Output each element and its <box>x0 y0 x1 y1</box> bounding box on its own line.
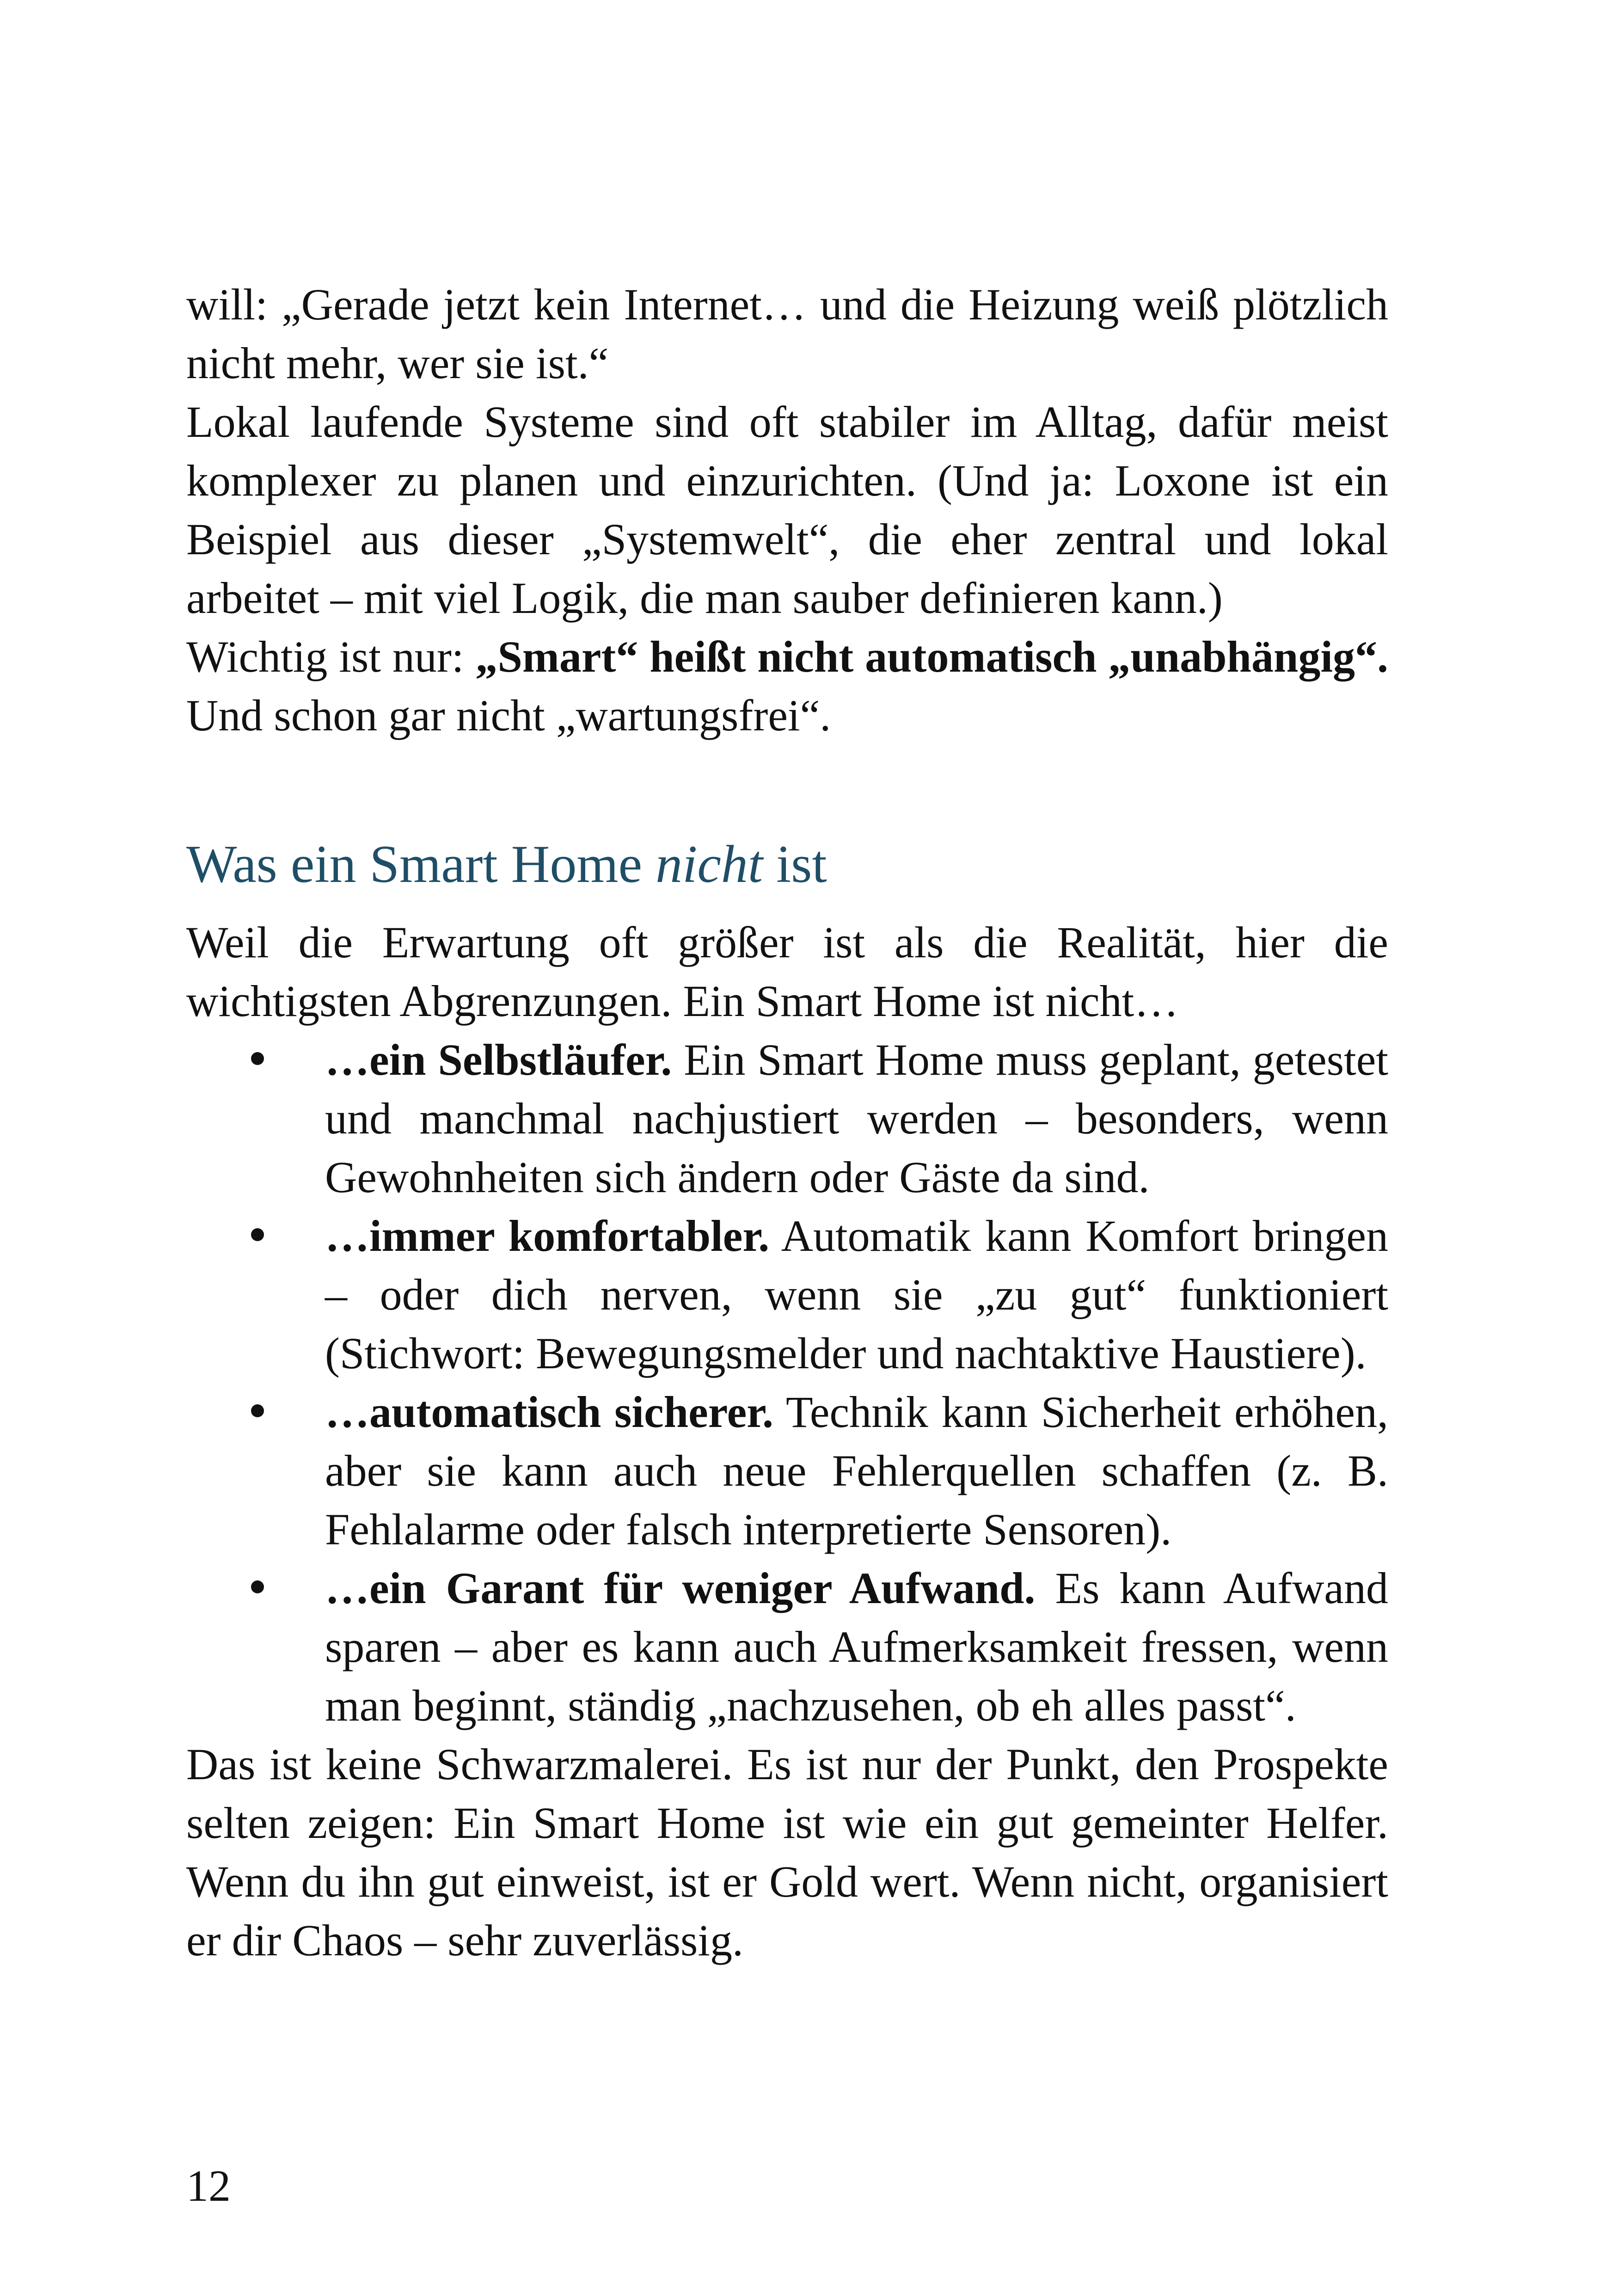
bullet-icon <box>251 1580 264 1593</box>
list-item <box>325 1383 1388 1559</box>
bullet-text: Technik kann Sicherheit erhöhen, aber sie kann auch neue Fehlerquellen schaffen (z. B. Fehlalarme oder falsch interpretierte Sensoren). <box>325 1387 1389 1554</box>
main-text-block <box>186 913 1388 1970</box>
bullet-icon <box>251 1228 264 1241</box>
list-item <box>325 1206 1388 1383</box>
important-lead: Wichtig ist nur: <box>186 632 476 681</box>
important-bold: „Smart“ heißt nicht automatisch „unabhängig“. <box>475 632 1389 681</box>
bullet-text: Es kann Aufwand sparen – aber es kann auch Aufmerksamkeit fressen, wenn man beginnt, ständig „nachzusehen, ob eh alles passt“. <box>325 1563 1389 1730</box>
paragraph-quote: will: „Gerade jetzt kein Internet… und die Heizung weiß plötzlich nicht mehr, wer sie ist.“ <box>186 280 1388 388</box>
section-heading <box>186 832 827 897</box>
bullet-bold: …ein Garant für weniger Aufwand. <box>325 1563 1036 1613</box>
bullet-bold: …automatisch sicherer. <box>325 1387 773 1437</box>
bullet-text: Automatik kann Komfort bringen – oder dich nerven, wenn sie „zu gut“ funktioniert (Stichwort: Bewegungsmelder und nachtaktive Haustiere). <box>325 1211 1389 1378</box>
bullet-list <box>186 1030 1388 1735</box>
page-number: 12 <box>186 2161 231 2210</box>
bullet-bold: …immer komfortabler. <box>325 1211 770 1261</box>
paragraph-local-systems: Lokal laufende Systeme sind oft stabiler im Alltag, dafür meist komplexer zu planen und einzurichten. (Und ja: Loxone ist ein Beispiel aus dieser „Systemwelt“, die eher zentral und lokal arbeitet – mit viel Logik, die man sauber definieren kann.) <box>186 397 1388 623</box>
heading-part-2: ist <box>763 835 827 894</box>
heading-italic: nicht <box>656 835 763 894</box>
bullet-icon <box>251 1404 264 1417</box>
closing-paragraph: Das ist keine Schwarzmalerei. Es ist nur der Punkt, den Prospekte selten zeigen: Ein Smart Home ist wie ein gut gemeinter Helfer. Wenn du ihn gut einweist, ist er Gold wert. Wenn nicht, organisiert er dir Chaos – sehr zuverlässig. <box>186 1739 1388 1965</box>
paragraph-important <box>186 627 1388 745</box>
list-item <box>325 1030 1388 1206</box>
heading-part-1: Was ein Smart Home <box>186 835 656 894</box>
top-text-block <box>186 275 1388 745</box>
bullet-text: Ein Smart Home muss geplant, getestet und manchmal nachjustiert werden – besonders, wenn Gewohnheiten sich ändern oder Gäste da sind. <box>325 1035 1389 1202</box>
section-intro: Weil die Erwartung oft größer ist als die Realität, hier die wichtigsten Abgrenzungen. Ein Smart Home ist nicht… <box>186 918 1388 1026</box>
important-tail: Und schon gar nicht „wartungsfrei“. <box>186 691 831 740</box>
list-item <box>325 1559 1388 1735</box>
bullet-bold: …ein Selbstläufer. <box>325 1035 672 1084</box>
bullet-icon <box>251 1052 264 1065</box>
